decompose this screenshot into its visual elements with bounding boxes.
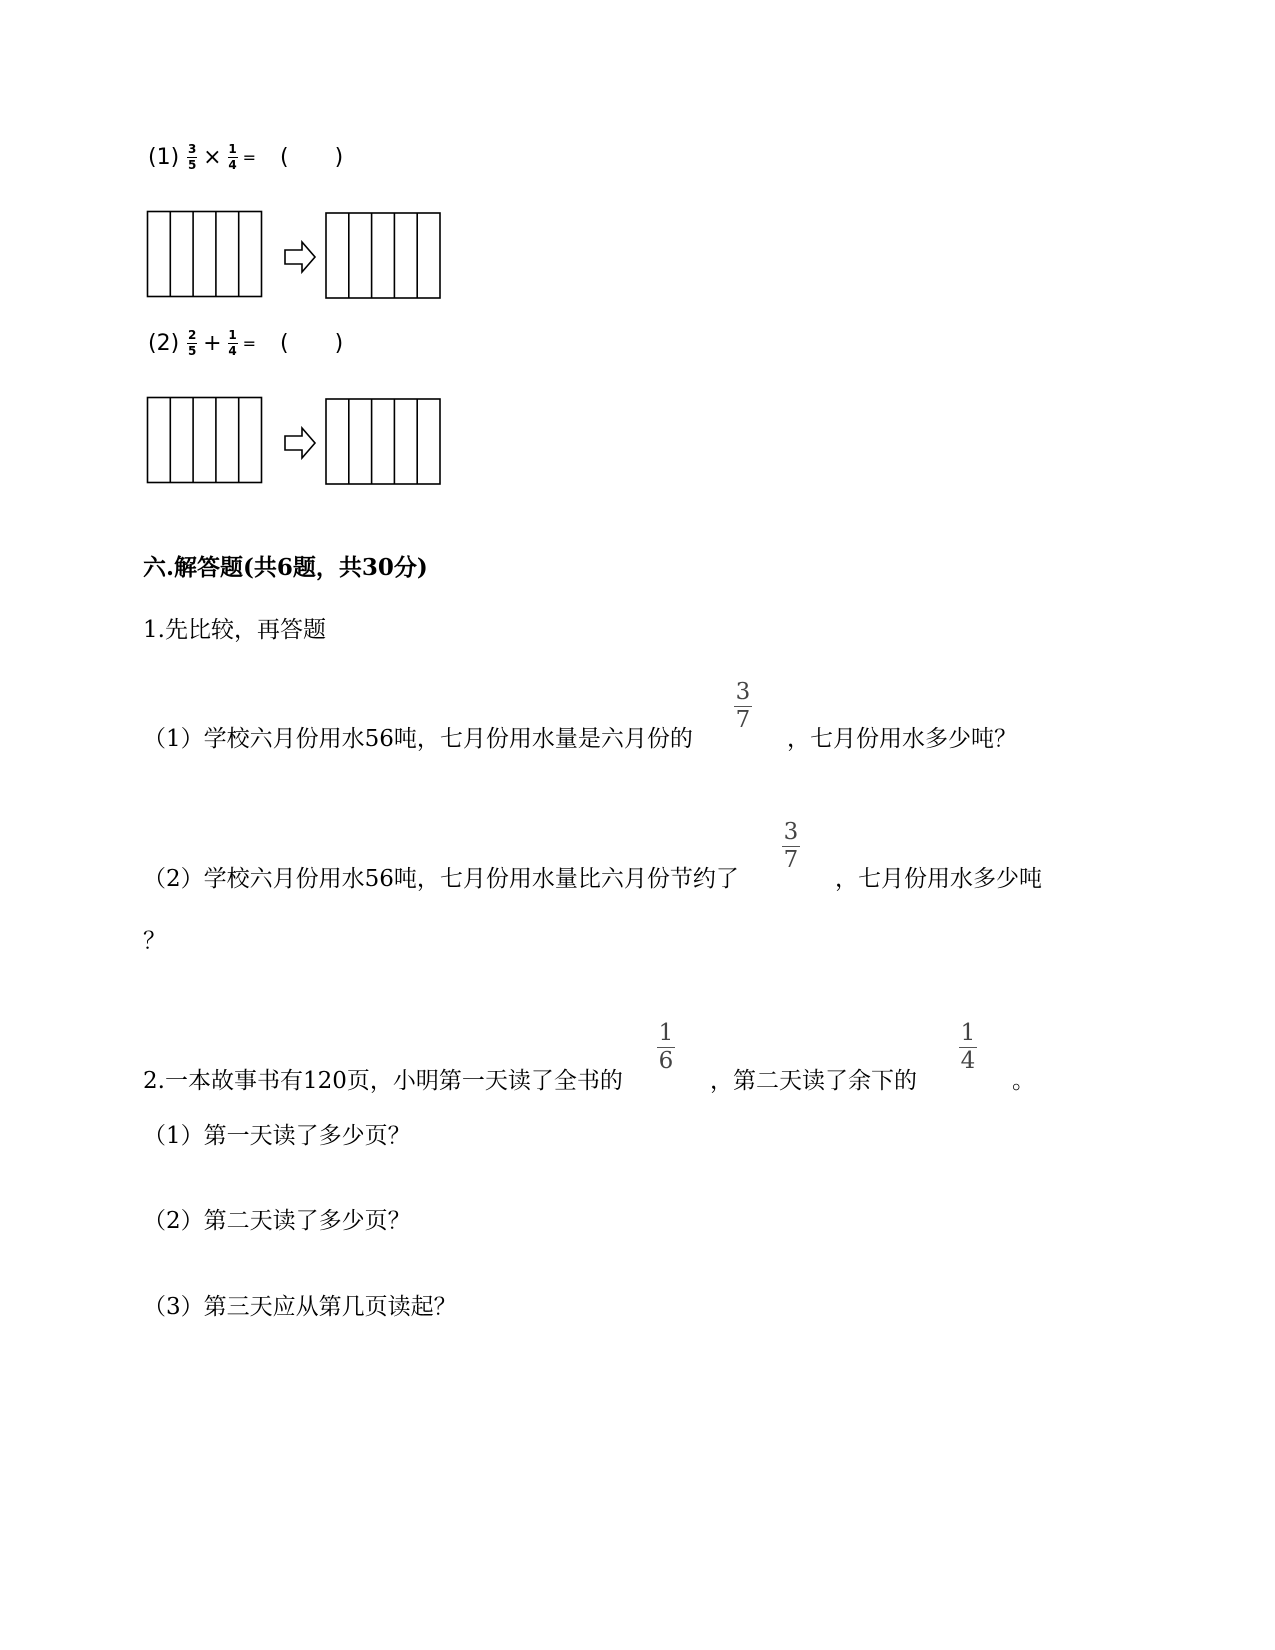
denominator: 4 bbox=[228, 344, 237, 358]
numerator: 1 bbox=[228, 142, 237, 156]
problem-1-sub-2-question: ，七月份用水多少吨 bbox=[835, 866, 1042, 892]
fraction-b bbox=[228, 329, 238, 358]
question-label: (2) bbox=[148, 331, 180, 356]
denominator: 7 bbox=[735, 707, 751, 733]
fraction-one-sixth bbox=[657, 1021, 675, 1074]
problem-2-text-end: 。 bbox=[1012, 1068, 1035, 1094]
numerator: 1 bbox=[228, 328, 237, 342]
numerator: 1 bbox=[658, 1020, 674, 1046]
fraction-diagram-1 bbox=[146, 210, 446, 302]
problem-2-text: 2.一本故事书有120页，小明第一天读了全书的 bbox=[143, 1068, 623, 1094]
rectangle-left bbox=[148, 398, 262, 483]
fraction-b bbox=[228, 143, 238, 172]
denominator: 7 bbox=[783, 847, 799, 873]
denominator: 5 bbox=[187, 344, 197, 358]
arrow-right-icon bbox=[285, 428, 315, 458]
denominator: 5 bbox=[187, 158, 197, 172]
denominator: 6 bbox=[658, 1048, 674, 1074]
numerator: 2 bbox=[187, 328, 197, 342]
problem-1-sub-2-wrap: ？ bbox=[143, 928, 166, 954]
numerator: 3 bbox=[783, 819, 799, 845]
close-paren: ) bbox=[334, 145, 344, 170]
problem-2-sub-1: （1）第一天读了多少页？ bbox=[143, 1123, 411, 1149]
problem-2-sub-3: （3）第三天应从第几页读起？ bbox=[143, 1294, 457, 1320]
fraction-three-sevenths bbox=[782, 820, 800, 873]
section-heading: 六.解答题(共6题，共30分) bbox=[143, 554, 428, 581]
question-label: (1) bbox=[148, 145, 180, 170]
operator: + bbox=[203, 331, 222, 356]
problem-2-text-middle: ，第二天读了余下的 bbox=[710, 1068, 917, 1094]
rectangle-right bbox=[326, 213, 440, 298]
problem-1-sub-2-text: （2）学校六月份用水56吨，七月份用水量比六月份节约了 bbox=[143, 866, 739, 892]
problem-2-sub-2: （2）第二天读了多少页？ bbox=[143, 1208, 411, 1234]
arrow-right-icon bbox=[285, 242, 315, 272]
answer-blank[interactable] bbox=[280, 331, 343, 356]
problem-1-title: 1.先比较，再答题 bbox=[143, 617, 326, 643]
rectangle-left bbox=[148, 212, 262, 297]
operator: × bbox=[203, 145, 222, 170]
numerator: 3 bbox=[187, 142, 197, 156]
fraction-three-sevenths bbox=[734, 680, 752, 733]
denominator: 4 bbox=[228, 158, 237, 172]
equals-sign: = bbox=[242, 334, 257, 353]
answer-blank[interactable] bbox=[280, 145, 343, 170]
rectangle-right bbox=[326, 399, 440, 484]
open-paren: ( bbox=[280, 145, 289, 170]
equals-sign: = bbox=[242, 148, 257, 167]
fraction-a bbox=[187, 329, 197, 358]
numerator: 3 bbox=[735, 679, 751, 705]
problem-1-sub-1-question: ，七月份用水多少吨？ bbox=[787, 726, 1017, 752]
open-paren: ( bbox=[280, 331, 289, 356]
fraction-question-1 bbox=[148, 143, 343, 172]
close-paren: ) bbox=[334, 331, 344, 356]
fraction-a bbox=[187, 143, 197, 172]
denominator: 4 bbox=[960, 1048, 976, 1074]
fraction-diagram-2 bbox=[146, 396, 446, 488]
problem-1-sub-1-text: （1）学校六月份用水56吨，七月份用水量是六月份的 bbox=[143, 726, 693, 752]
numerator: 1 bbox=[960, 1020, 976, 1046]
fraction-one-quarter bbox=[959, 1021, 977, 1074]
fraction-question-2 bbox=[148, 329, 343, 358]
